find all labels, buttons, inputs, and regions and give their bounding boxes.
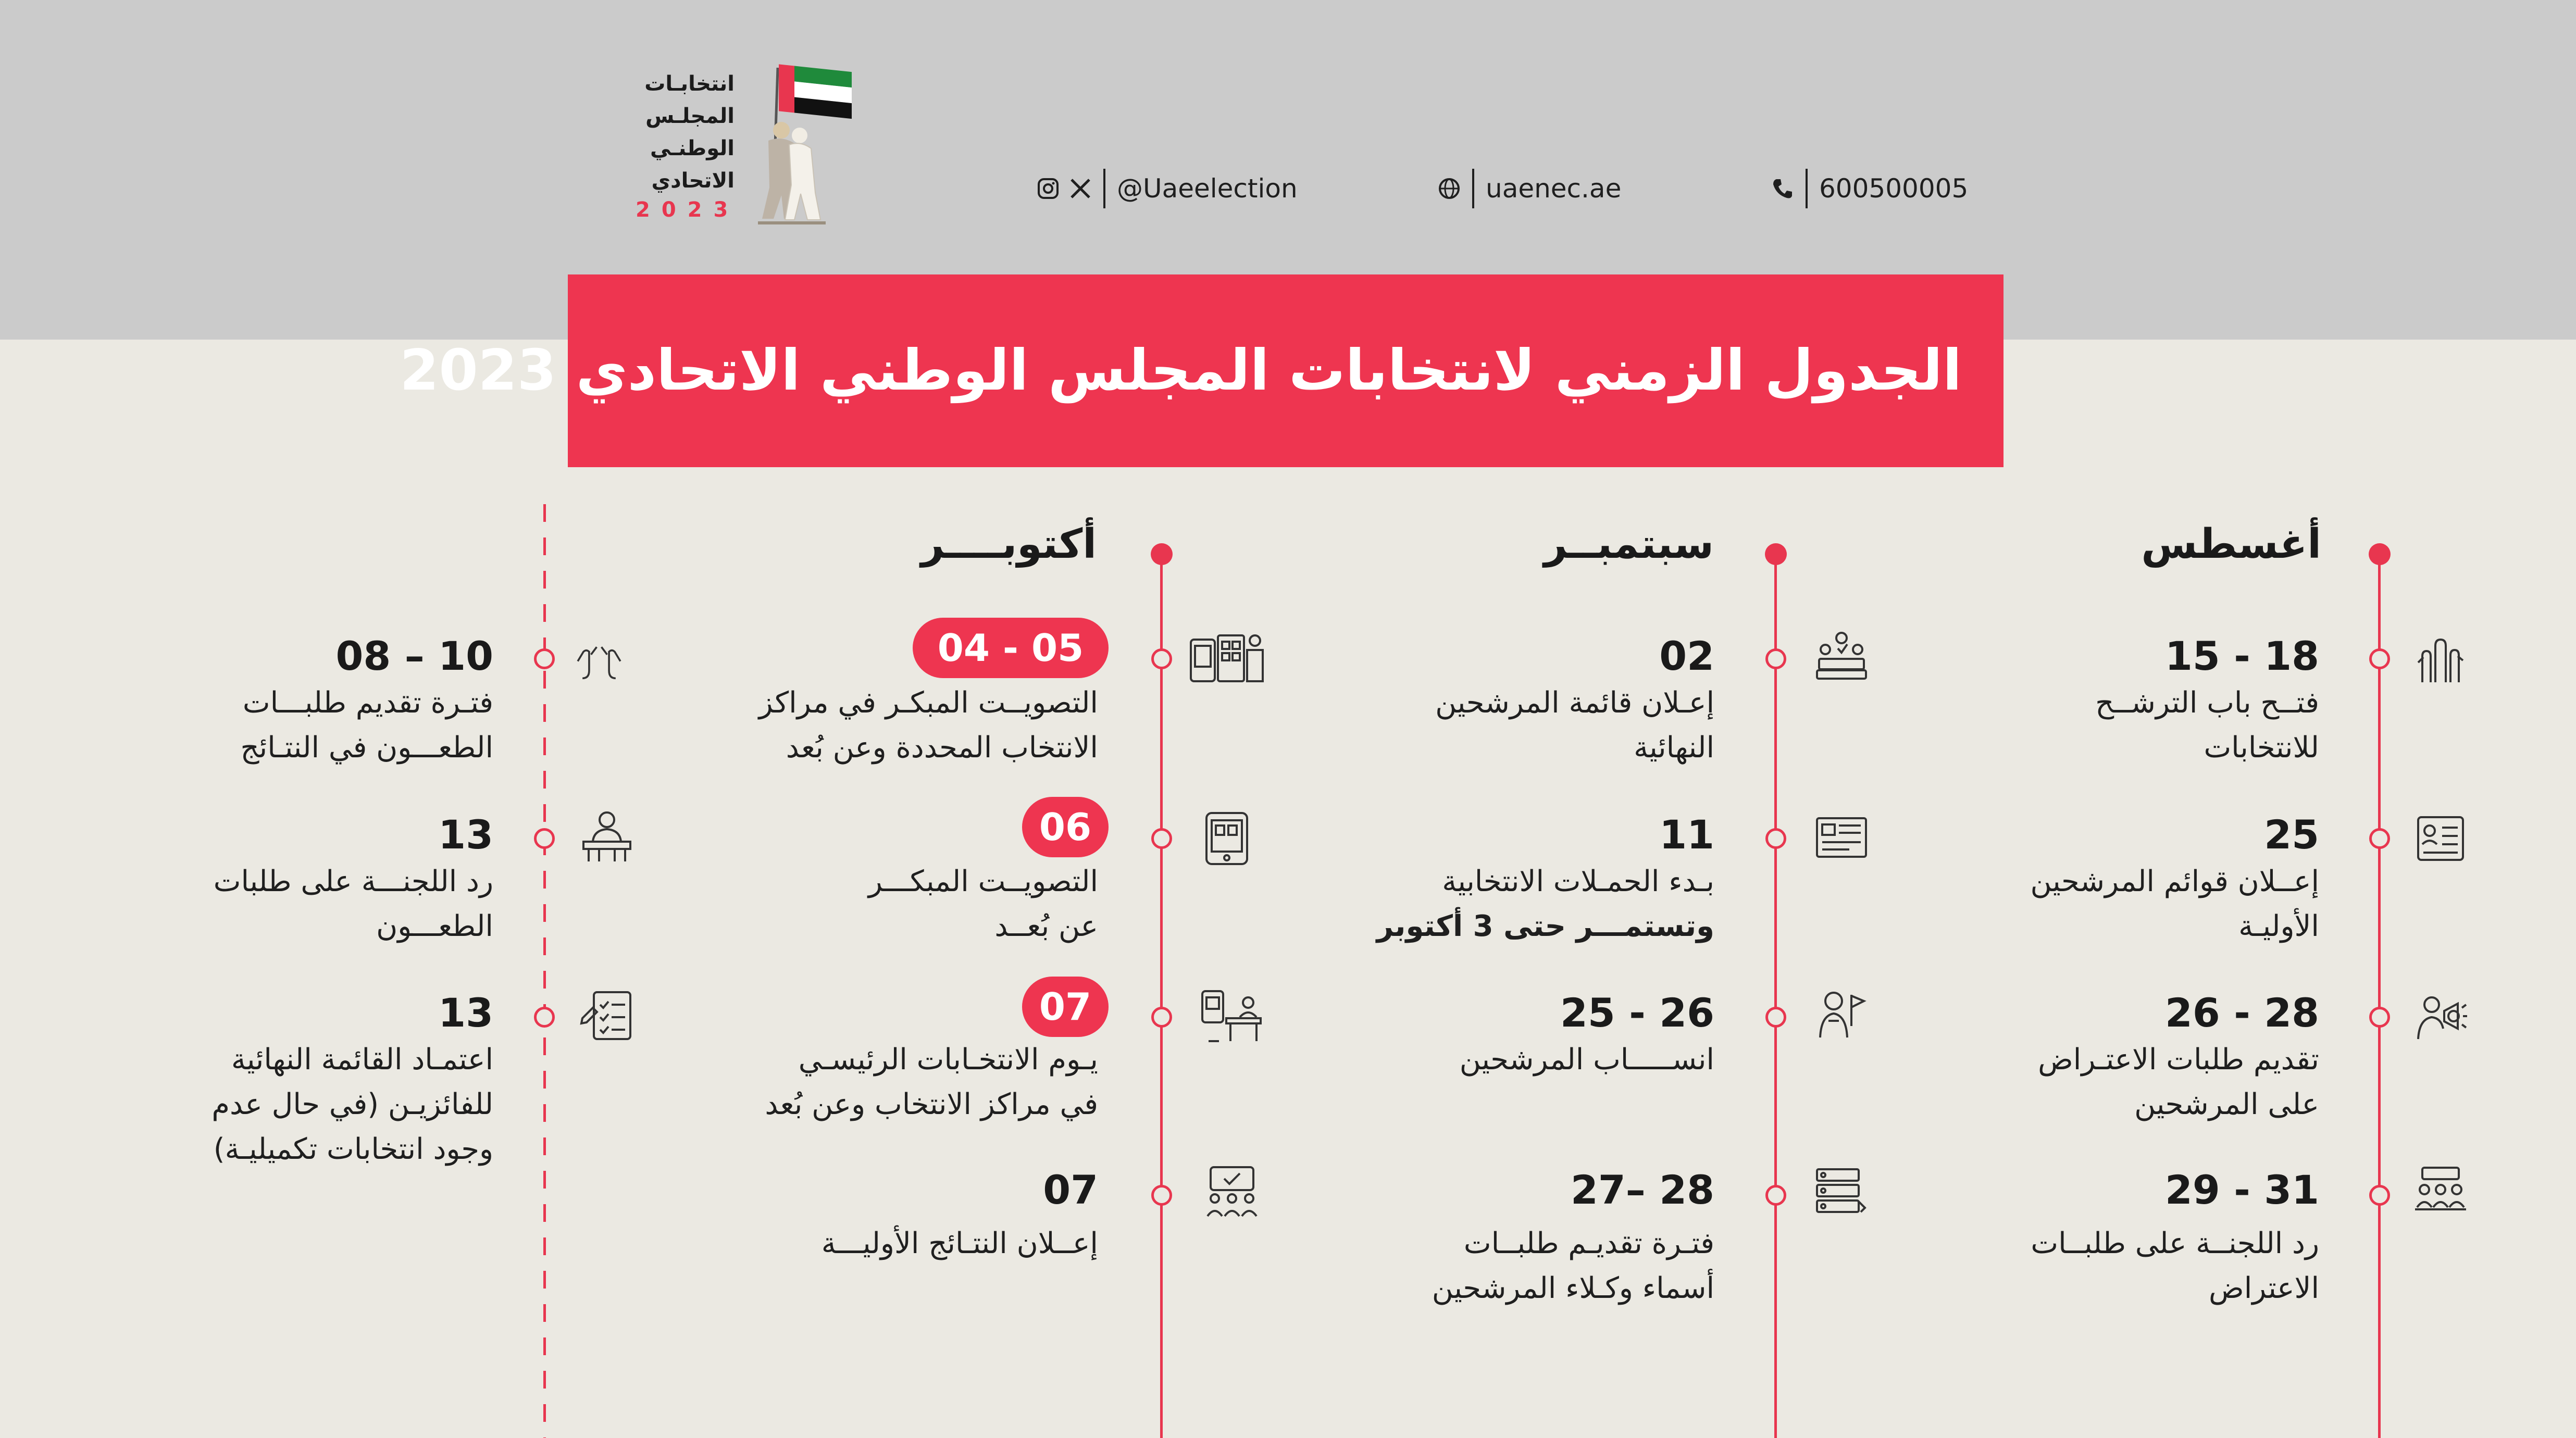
globe-icon: [1438, 177, 1461, 200]
event-description: [822, 1221, 1098, 1266]
event-marker: [2369, 1185, 2390, 1206]
event-text: التصويــت المبكـــر: [868, 865, 1098, 898]
event-description: [1460, 1037, 1714, 1082]
judge-icon: [578, 807, 636, 865]
event-text: تقديم طلبات الاعتـراض: [2038, 1043, 2319, 1077]
appeal-hands-icon: [573, 633, 625, 685]
event-description: [211, 1037, 493, 1172]
logo-line: المجلـس: [645, 104, 735, 128]
event-description: [868, 859, 1098, 949]
logo-line: انتخابـات: [644, 72, 735, 96]
event-description: [1377, 859, 1714, 949]
event-description: [2030, 859, 2319, 949]
event-date: 13: [438, 990, 493, 1036]
event-text: للفائزيـن (في حال عدم: [211, 1087, 493, 1121]
event-date: 02: [1659, 633, 1714, 679]
event-description: [214, 859, 493, 949]
divider: [1472, 169, 1474, 208]
month-october: أكتوبــــر: [920, 521, 1097, 568]
event-description: [2031, 1221, 2319, 1311]
event-date: 13: [438, 811, 493, 858]
objection-megaphone-icon: [2412, 987, 2469, 1044]
event-text: للانتخابات: [2204, 731, 2319, 765]
event-date: 25 - 26: [1560, 990, 1714, 1036]
event-text: إعــلان قوائم المرشحين: [2030, 865, 2319, 898]
remote-voting-icon: [1198, 810, 1255, 867]
event-text: الأوليـة: [2238, 909, 2319, 943]
event-text: فتــح باب الترشــح: [2095, 686, 2319, 720]
event-text: رد اللجنــة على طلبــات: [2031, 1227, 2319, 1260]
event-description: [1432, 1221, 1714, 1311]
event-date: 15 - 18: [2165, 633, 2319, 679]
event-text: التصويــت المبكـر في مراكز: [758, 686, 1098, 720]
event-text: إعـلان قائمة المرشحين: [1435, 686, 1714, 720]
website-link[interactable]: uaenec.ae: [1486, 173, 1622, 204]
event-description: [240, 681, 493, 770]
event-text: وجود انتخابات تكميليـة): [213, 1132, 493, 1166]
event-description: [759, 681, 1098, 770]
event-text: انســـــاب المرشحين: [1459, 1043, 1714, 1077]
event-date: 08 – 10: [335, 633, 493, 679]
event-marker: [534, 648, 555, 669]
committee-icon: [2412, 1161, 2469, 1219]
event-marker: [1151, 828, 1172, 849]
phone-number[interactable]: 600500005: [1819, 173, 1969, 204]
campaign-board-icon: [1813, 810, 1870, 867]
x-icon[interactable]: [1069, 177, 1092, 200]
event-date: 07: [1043, 1167, 1098, 1213]
event-text: عن بُعــد: [994, 909, 1098, 943]
election-logo: [630, 57, 865, 229]
month-august: أغسطس: [2141, 521, 2321, 568]
event-description: [2095, 681, 2319, 770]
uae-flag-figures-icon: [737, 57, 867, 229]
event-text: وتستمـــر حتى 3 أكتوبر: [1376, 909, 1714, 943]
agents-list-icon: [1813, 1164, 1870, 1221]
event-text: الطعـــون في النتـائج: [240, 731, 493, 765]
logo-year: 2023: [636, 198, 740, 222]
event-text: الطعـــون: [376, 909, 493, 943]
event-text: أسماء وكـلاء المرشحين: [1432, 1271, 1714, 1305]
social-contact: [1037, 168, 1298, 209]
month-marker: [2369, 543, 2391, 565]
event-description: [2038, 1037, 2319, 1127]
logo-line: الاتحادي: [651, 169, 735, 193]
event-marker: [1765, 1185, 1786, 1206]
timeline-line-continued: [543, 504, 546, 1438]
event-marker: [534, 1007, 555, 1028]
event-date: 11: [1659, 811, 1714, 858]
event-marker: [2369, 1007, 2390, 1028]
timeline-line-august: [2378, 553, 2381, 1438]
event-text: في مراكز الانتخاب وعن بُعد: [765, 1087, 1098, 1121]
event-date: 25: [2264, 811, 2319, 858]
event-text: فتـرة تقديـم طلبــات: [1463, 1227, 1714, 1260]
event-text: رد اللجنـــة على طلبات: [213, 865, 493, 898]
event-date: 27– 28: [1571, 1167, 1714, 1213]
final-candidates-icon: [1813, 628, 1870, 685]
social-handle[interactable]: @Uaeelection: [1117, 173, 1298, 204]
month-september: سبتمبــر: [1544, 521, 1714, 568]
month-marker: [1151, 543, 1173, 565]
results-board-icon: [1203, 1164, 1261, 1221]
event-text: يـوم الانتخـابات الرئيسـي: [798, 1043, 1098, 1077]
event-text: إعــلان النتـائج الأوليـــة: [821, 1227, 1098, 1260]
divider: [1806, 169, 1808, 208]
event-description: [1435, 681, 1714, 770]
event-date: 29 - 31: [2165, 1167, 2319, 1213]
early-voting-centers-icon: [1188, 629, 1266, 686]
event-text: اعتمـاد القائمة النهائية: [231, 1043, 493, 1077]
event-date-highlight: 04 - 05: [913, 618, 1109, 678]
title-banner: [400, 274, 2003, 467]
event-marker: [2369, 828, 2390, 849]
instagram-icon[interactable]: [1037, 177, 1060, 200]
event-text: النهائية: [1634, 731, 1714, 765]
event-marker: [1151, 1007, 1172, 1028]
event-marker: [1765, 828, 1786, 849]
event-marker: [1765, 1007, 1786, 1028]
page-title: الجدول الزمني لانتخابات المجلس الوطني الاتحادي 2023: [400, 338, 1962, 403]
raised-hands-icon: [2412, 630, 2469, 687]
event-marker: [2369, 648, 2390, 669]
approved-list-icon: [578, 987, 636, 1044]
event-marker: [534, 828, 555, 849]
election-day-icon: [1198, 987, 1266, 1044]
event-description: [765, 1037, 1098, 1127]
logo-text: [630, 68, 735, 197]
timeline-line-october: [1160, 553, 1163, 1438]
month-marker: [1765, 543, 1787, 565]
timeline-line-september: [1774, 553, 1777, 1438]
divider: [1103, 169, 1105, 208]
event-text: فتـرة تقديم طلبـــات: [242, 686, 493, 720]
event-date: 26 - 28: [2165, 990, 2319, 1036]
candidate-list-icon: [2412, 810, 2469, 867]
event-marker: [1151, 1185, 1172, 1206]
event-marker: [1151, 648, 1172, 669]
event-date-highlight: 06: [1022, 797, 1109, 857]
event-date-highlight: 07: [1022, 977, 1109, 1037]
event-marker: [1765, 648, 1786, 669]
phone-icon: [1771, 177, 1794, 200]
event-text: الانتخاب المحددة وعن بُعد: [786, 731, 1098, 765]
phone-contact: [1771, 168, 1968, 209]
logo-line: الوطنـي: [650, 136, 735, 160]
withdrawal-icon: [1813, 984, 1870, 1042]
website-contact: [1438, 168, 1621, 209]
event-text: بـدء الحمـلات الانتخابية: [1442, 865, 1714, 898]
event-text: الاعتراض: [2209, 1271, 2319, 1305]
event-text: على المرشحين: [2134, 1087, 2319, 1121]
